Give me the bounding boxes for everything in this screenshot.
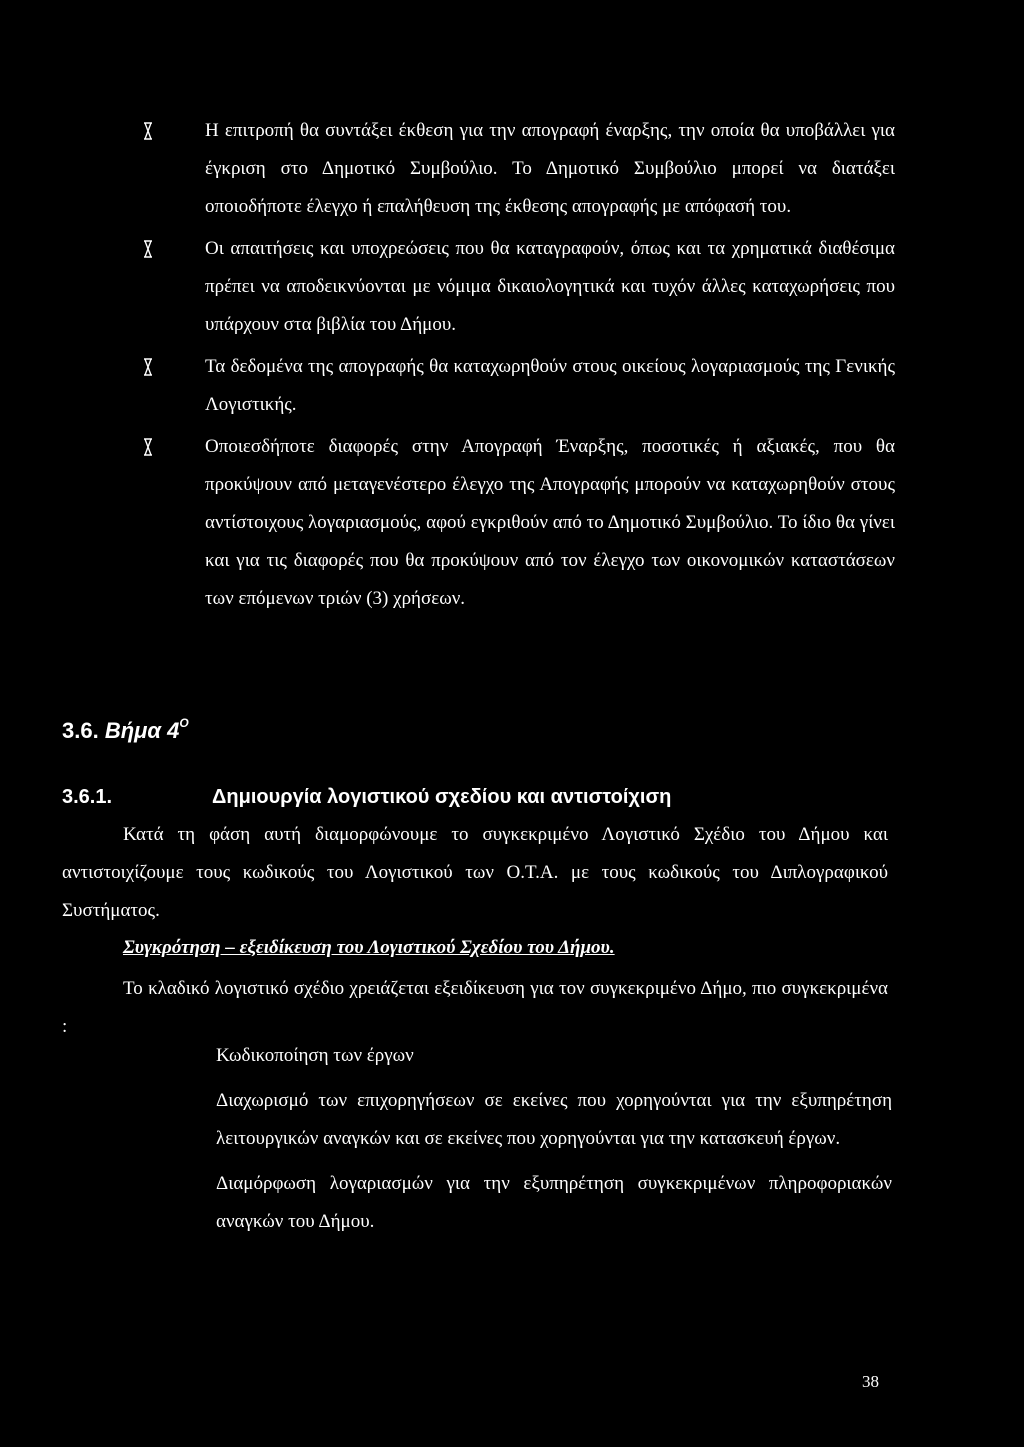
list-item <box>143 428 895 618</box>
list-item: Διαμόρφωση λογαριασμών για την εξυπηρέτηση συγκεκριμένων πληροφοριακών αναγκών του Δήμου. <box>216 1173 892 1232</box>
list-item <box>143 348 895 424</box>
page-number: 38 <box>862 1372 879 1391</box>
underlined-heading: Συγκρότηση – εξειδίκευση του Λογιστικού Σχεδίου του Δήμου. <box>123 937 615 958</box>
list-item: Διαχωρισμό των επιχορηγήσεων σε εκείνες που χορηγούνται για την εξυπηρέτηση λειτουργικών αναγκών και σε εκείνες που χορηγούνται για την κατασκευή έργων. <box>216 1090 892 1149</box>
specialization-list <box>216 1037 892 1248</box>
hourglass-bullet-icon <box>143 358 153 376</box>
bullet-text: Οποιεσδήποτε διαφορές στην Απογραφή Έναρξης, ποσοτικές ή αξιακές, που θα προκύψουν από μεταγενέστερο έλεγχο της Απογραφής μπορούν να καταχωρηθούν στους αντίστοιχους λογαριασμούς, αφού εγκριθούν από το Δημοτικό Συμβούλιο. Το ίδιο θα γίνει και για τις διαφορές που θα προκύψουν από τον έλεγχο των οικονομικών καταστάσεων των επόμενων τριών (3) χρήσεων. <box>205 436 895 609</box>
list-item: Κωδικοποίηση των έργων <box>216 1045 414 1066</box>
subsection-title: Δημιουργία λογιστικού σχεδίου και αντιστοίχιση <box>212 786 672 808</box>
section-title: Βήμα 4 <box>104 718 180 743</box>
bullet-text: Τα δεδομένα της απογραφής θα καταχωρηθούν στους οικείους λογαριασμούς της Γενικής Λογιστικής. <box>205 356 895 415</box>
hourglass-bullet-icon <box>143 122 153 140</box>
bullet-text: Η επιτροπή θα συντάξει έκθεση για την απογραφή έναρξης, την οποία θα υποβάλλει για έγκριση στο Δημοτικό Συμβούλιο. Το Δημοτικό Συμβούλιο μπορεί να διατάξει οποιοδήποτε έλεγχο ή επαλήθευση της έκθεσης απογραφής με απόφασή του. <box>205 120 895 217</box>
hourglass-bullet-icon <box>143 240 153 258</box>
list-item <box>143 230 895 344</box>
bullet-text: Οι απαιτήσεις και υποχρεώσεις που θα καταγραφούν, όπως και τα χρηματικά διαθέσιμα πρέπει να αποδεικνύονται με νόμιμα δικαιολογητικά και τυχόν άλλες καταχωρήσεις που υπάρχουν στα βιβλία του Δήμου. <box>205 238 895 335</box>
section-number: 3.6. <box>62 718 99 743</box>
paragraph-intro: Κατά τη φάση αυτή διαμορφώνουμε το συγκεκριμένο Λογιστικό Σχέδιο του Δήμου και αντιστοιχίζουμε τους κωδικούς του Λογιστικού των Ο.Τ.Α. με τους κωδικούς του Διπλογραφικού Συστήματος. <box>62 824 888 921</box>
hourglass-bullet-icon <box>143 438 153 456</box>
section-heading <box>62 715 189 744</box>
section-superscript: Ο <box>179 715 189 730</box>
paragraph-specialization: Το κλαδικό λογιστικό σχέδιο χρειάζεται εξειδίκευση για τον συγκεκριμένο Δήμο, πιο συγκεκριμένα : <box>62 978 888 1037</box>
subsection-number: 3.6.1. <box>62 786 113 808</box>
bullet-list <box>143 112 895 622</box>
subsection-heading <box>62 786 822 809</box>
list-item <box>143 112 895 226</box>
